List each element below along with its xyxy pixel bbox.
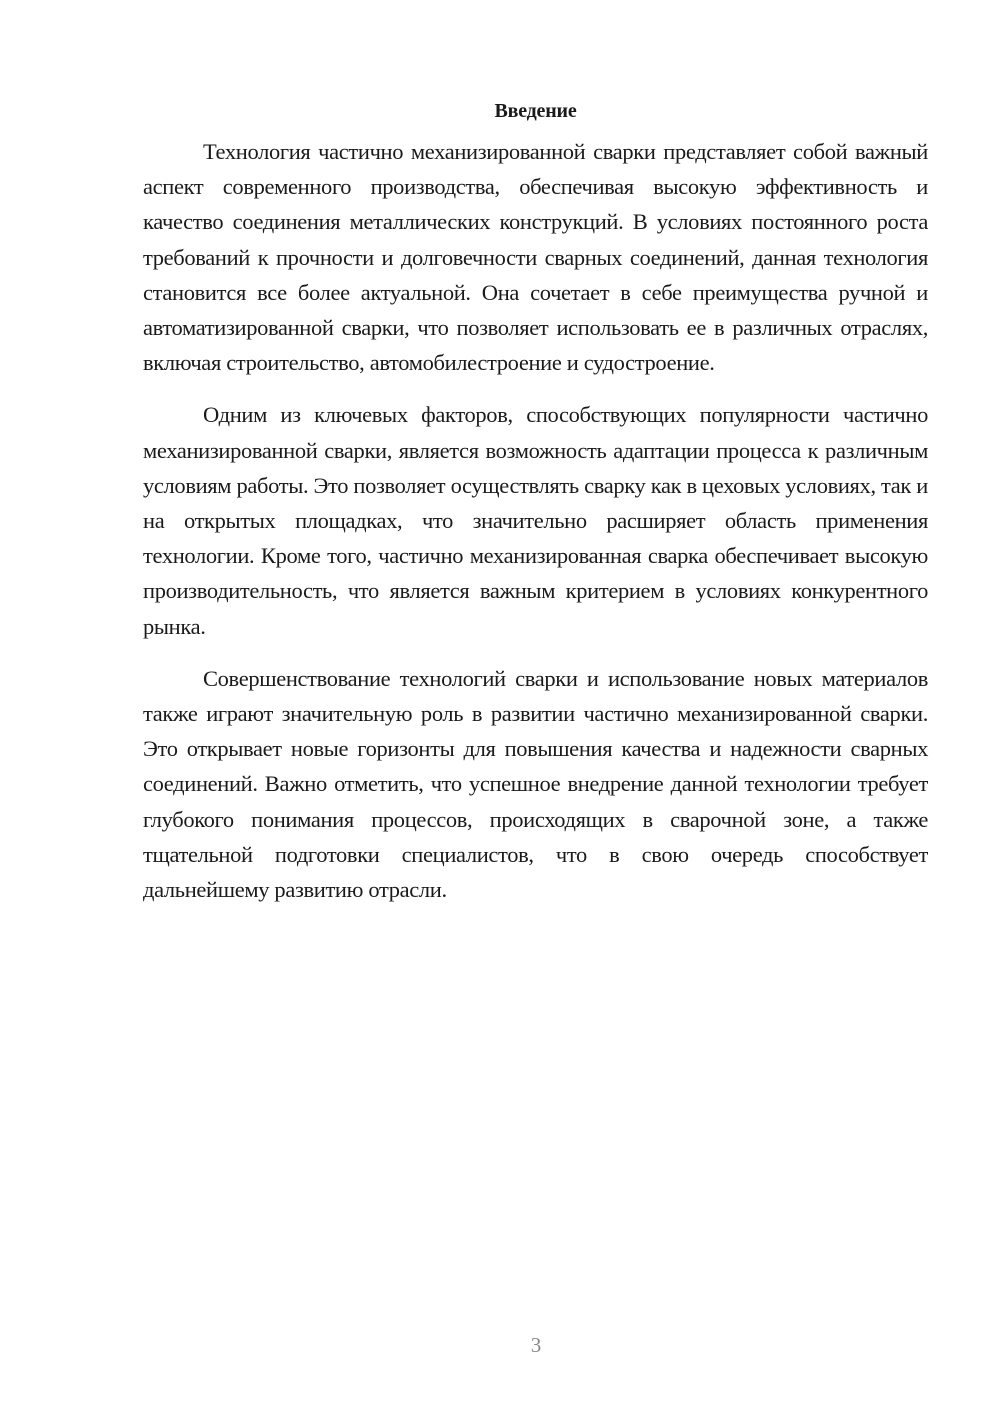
page-number: 3 <box>530 1333 542 1357</box>
page-content <box>143 96 928 924</box>
section-title: Введение <box>494 100 577 122</box>
paragraph-1: Технология частично механизированной сварки представляет собой важный аспект современного производства, обеспечивая высокую эффективность и качество соединения металлических конструкций. В условиях постоянного роста требований к прочности и долговечности сварных соединений, данная технология становится все более актуальной. Она сочетает в себе преимущества ручной и автоматизированной сварки, что позволяет использовать ее в различных отраслях, включая строительство, автомобилестроение и судостроение. <box>143 139 928 376</box>
paragraph-2: Одним из ключевых факторов, способствующих популярности частично механизированной сварки, является возможность адаптации процесса к различным условиям работы. Это позволяет осуществлять сварку как в цеховых условиях, так и на открытых площадках, что значительно расширяет область применения технологии. Кроме того, частично механизированная сварка обеспечивает высокую производительность, что является важным критерием в условиях конкурентного рынка. <box>143 402 928 639</box>
paragraph-3: Совершенствование технологий сварки и использование новых материалов также играют значительную роль в развитии частично механизированной сварки. Это открывает новые горизонты для повышения качества и надежности сварных соединений. Важно отметить, что успешное внедрение данной технологии требует глубокого понимания процессов, происходящих в сварочной зоне, а также тщательной подготовки специалистов, что в свою очередь способствует дальнейшему развитию отрасли. <box>143 665 928 903</box>
